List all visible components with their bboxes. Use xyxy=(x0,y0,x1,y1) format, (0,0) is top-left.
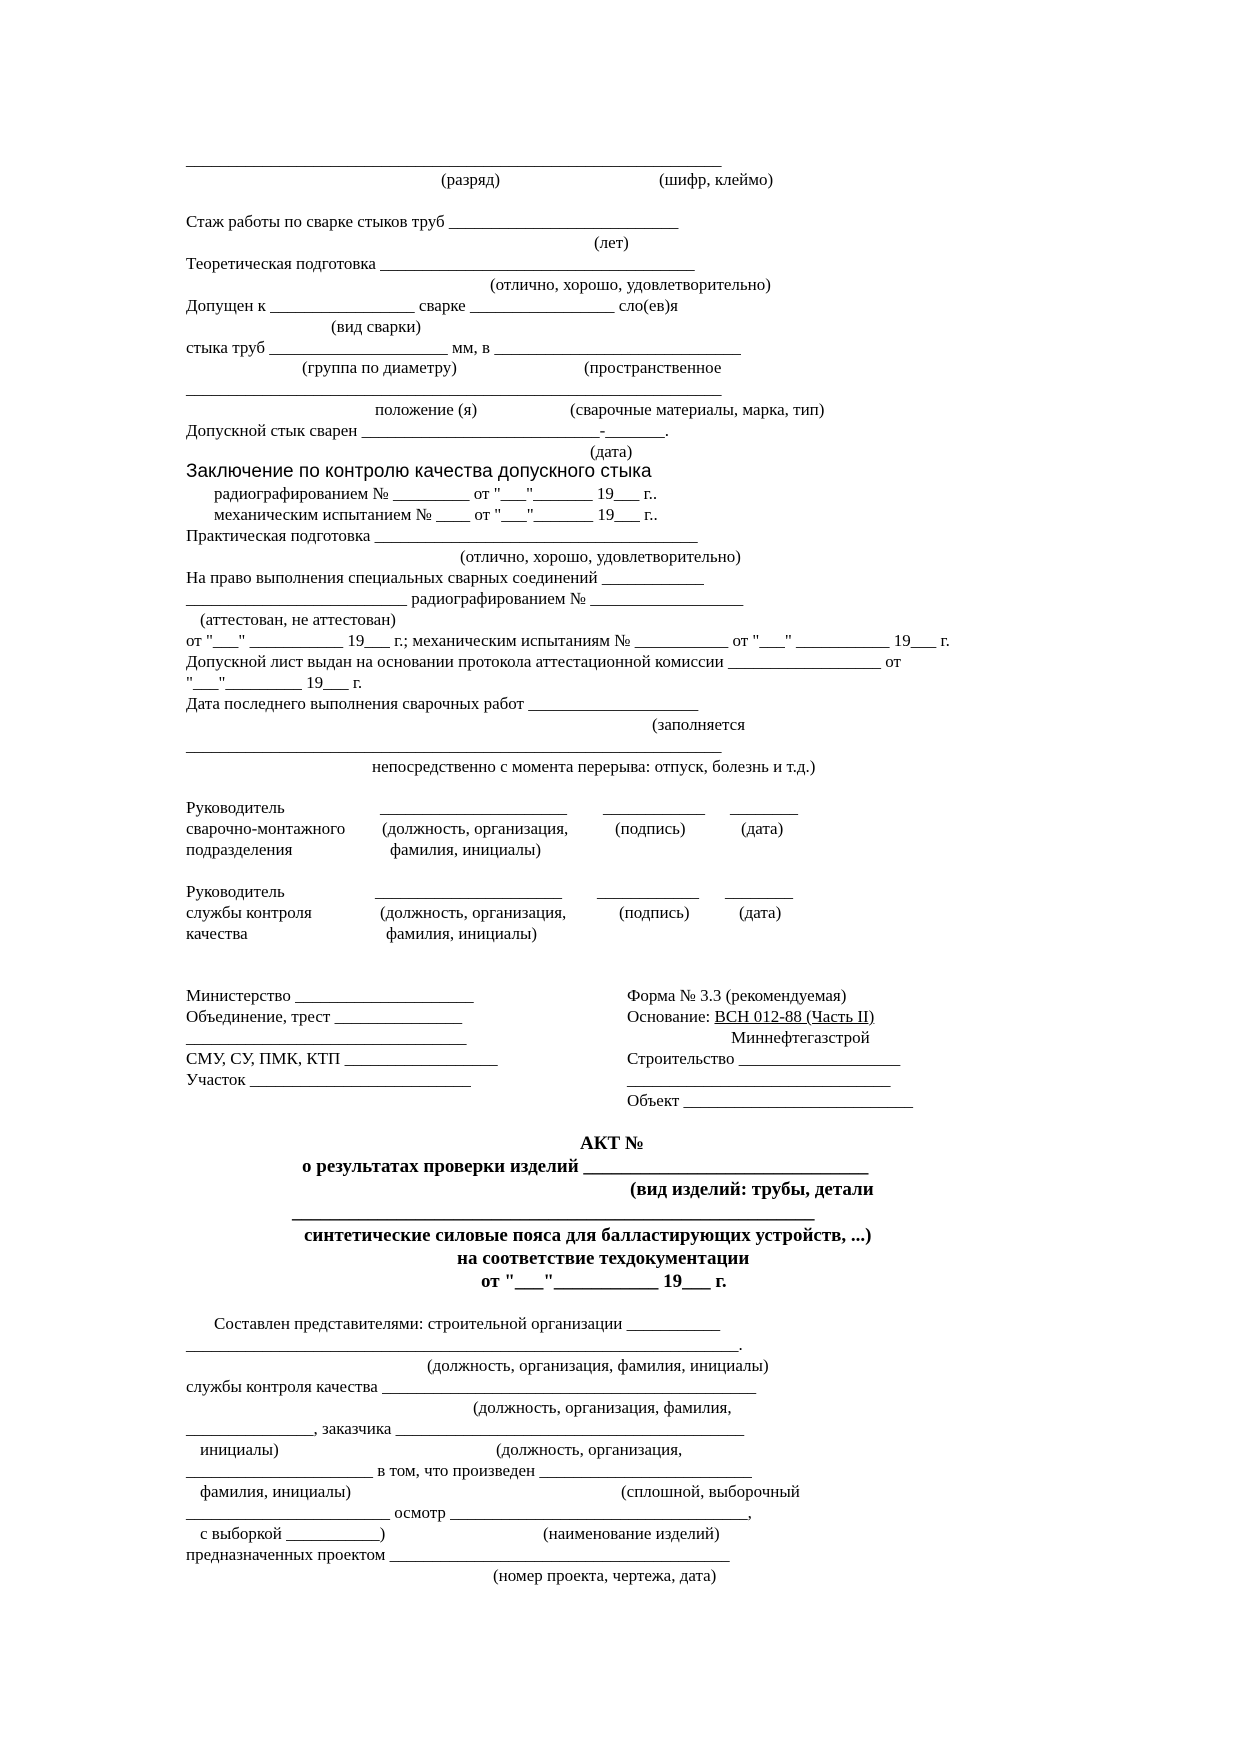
sig1-caption2: фамилия, инициалы) xyxy=(390,840,542,859)
caption-let: (лет) xyxy=(594,233,629,252)
sig2-rule: ____________ xyxy=(597,882,699,901)
obekt-line: Объект ___________________________ xyxy=(627,1091,914,1110)
sig1-role: сварочно-монтажного xyxy=(186,819,346,838)
caption-shifr: (шифр, клеймо) xyxy=(659,170,774,189)
caption-data: (дата) xyxy=(590,442,633,461)
rule-line: _______________________________________________________________ xyxy=(186,150,722,169)
act-title: АКТ № xyxy=(580,1133,645,1154)
teor-line: Теоретическая подготовка _____________________________________ xyxy=(186,254,695,273)
caption-grade: (отлично, хорошо, удовлетворительно) xyxy=(460,547,741,566)
dop-list-date: "___"_________ 19___ г. xyxy=(186,673,363,692)
caption: фамилия, инициалы) xyxy=(200,1482,352,1501)
data-posl-line: Дата последнего выполнения сварочных работ ____________________ xyxy=(186,694,699,713)
sig2-role: службы контроля xyxy=(186,903,312,922)
rule-line: _________________________________________________________________. xyxy=(186,1335,743,1354)
caption-attest: (аттестован, не аттестован) xyxy=(200,610,396,629)
ot-line: от "___" ___________ 19___ г.; механическим испытаниям № ___________ от "___" ___________ 19___ г. xyxy=(186,631,950,650)
ministry-line: Министерство _____________________ xyxy=(186,986,474,1005)
osnovanie-line xyxy=(627,1007,874,1027)
prednazn-line: предназначенных проектом ________________________________________ xyxy=(186,1545,730,1564)
caption: (должность, организация, фамилия, xyxy=(473,1398,732,1417)
caption-gruppa: (группа по диаметру) xyxy=(302,358,457,377)
caption-zapoln: (заполняется xyxy=(652,715,746,734)
osnovanie-label: Основание: xyxy=(627,1007,715,1026)
act-line3: _______________________________________________________ xyxy=(292,1202,815,1223)
sig1-role: подразделения xyxy=(186,840,293,859)
act-line4: синтетические силовые пояса для балластирующих устройств, ...) xyxy=(304,1225,872,1246)
radio-line: радиографированием № _________ от "___"_______ 19___ г.. xyxy=(214,484,658,503)
caption-neposr: непосредственно с момента перерыва: отпуск, болезнь и т.д.) xyxy=(372,757,816,776)
zakazchika-line: _______________, заказчика _________________________________________ xyxy=(186,1419,745,1438)
rule-line: _______________________________ xyxy=(627,1070,891,1089)
minneft-label: Миннефтегазстрой xyxy=(731,1028,870,1047)
rule-line: _______________________________________________________________ xyxy=(186,379,722,398)
stazh-line: Стаж работы по сварке стыков труб ___________________________ xyxy=(186,212,679,231)
zaklyuchenie-heading: Заключение по контролю качества допускного стыка xyxy=(186,461,652,482)
sig1-rule: ____________ xyxy=(603,798,705,817)
dop-styk-line: Допускной стык сварен ____________________________-_______. xyxy=(186,421,670,440)
sluzhby-line: службы контроля качества ____________________________________________ xyxy=(186,1377,757,1396)
caption-prostr: (пространственное xyxy=(584,358,722,377)
sig2-caption: (подпись) xyxy=(619,903,690,922)
caption: (сплошной, выборочный xyxy=(621,1482,800,1501)
osmotr-line: ________________________ осмотр ___________________________________, xyxy=(186,1503,752,1522)
caption-vid-svarki: (вид сварки) xyxy=(331,317,422,336)
sig2-caption: (дата) xyxy=(739,903,782,922)
sig2-caption2: фамилия, инициалы) xyxy=(386,924,538,943)
sostavlen-line: Составлен представителями: строительной организации ___________ xyxy=(214,1314,721,1333)
act-line5: на соответствие техдокументации xyxy=(457,1248,750,1269)
act-line6: от "___"___________ 19___ г. xyxy=(481,1271,727,1292)
trest-line: Объединение, трест _______________ xyxy=(186,1007,463,1026)
sig1-rule: ________ xyxy=(730,798,798,817)
smu-line: СМУ, СУ, ПМК, КТП __________________ xyxy=(186,1049,498,1068)
sig1-caption: (дата) xyxy=(741,819,784,838)
caption: (номер проекта, чертежа, дата) xyxy=(493,1566,717,1585)
dopushchen-line: Допущен к _________________ сварке _________________ сло(ев)я xyxy=(186,296,678,315)
sig1-role: Руководитель xyxy=(186,798,285,817)
caption-polozhenie: положение (я) xyxy=(375,400,478,419)
caption: инициалы) xyxy=(200,1440,279,1459)
caption-razryad: (разряд) xyxy=(441,170,501,189)
sig2-caption: (должность, организация, xyxy=(380,903,567,922)
sig1-rule: ______________________ xyxy=(380,798,567,817)
osnovanie-link[interactable]: ВСН 012-88 (Часть II) xyxy=(714,1007,875,1026)
sig1-caption: (должность, организация, xyxy=(382,819,569,838)
caption: (должность, организация, xyxy=(496,1440,683,1459)
pravo-line: На право выполнения специальных сварных соединений ____________ xyxy=(186,568,704,587)
mech-line: механическим испытанием № ____ от "___"_______ 19___ г.. xyxy=(214,505,658,524)
uchastok-line: Участок __________________________ xyxy=(186,1070,471,1089)
sig2-role: качества xyxy=(186,924,248,943)
v-tom-line: ______________________ в том, что произведен _________________________ xyxy=(186,1461,752,1480)
styka-line: стыка труб _____________________ мм, в _____________________________ xyxy=(186,338,741,357)
sig1-caption: (подпись) xyxy=(615,819,686,838)
caption: с выборкой ___________) xyxy=(200,1524,386,1543)
caption: (наименование изделий) xyxy=(543,1524,720,1543)
dop-list-line: Допускной лист выдан на основании протокола аттестационной комиссии __________________ от xyxy=(186,652,901,671)
caption-materialy: (сварочные материалы, марка, тип) xyxy=(570,400,825,419)
sig2-rule: ______________________ xyxy=(375,882,562,901)
sig2-role: Руководитель xyxy=(186,882,285,901)
sig2-rule: ________ xyxy=(725,882,793,901)
caption: (должность, организация, фамилия, инициалы) xyxy=(427,1356,769,1375)
stroitelstvo-line: Строительство ___________________ xyxy=(627,1049,901,1068)
act-line2: (вид изделий: трубы, детали xyxy=(630,1179,874,1200)
act-line1: о результатах проверки изделий ______________________________ xyxy=(302,1156,869,1177)
radio2-line: __________________________ радиографированием № __________________ xyxy=(186,589,744,608)
rule-line: _________________________________ xyxy=(186,1028,467,1047)
forma-label: Форма № 3.3 (рекомендуемая) xyxy=(627,986,847,1005)
prakt-line: Практическая подготовка ______________________________________ xyxy=(186,526,698,545)
caption-grade: (отлично, хорошо, удовлетворительно) xyxy=(490,275,771,294)
rule-line: _______________________________________________________________ xyxy=(186,736,722,755)
